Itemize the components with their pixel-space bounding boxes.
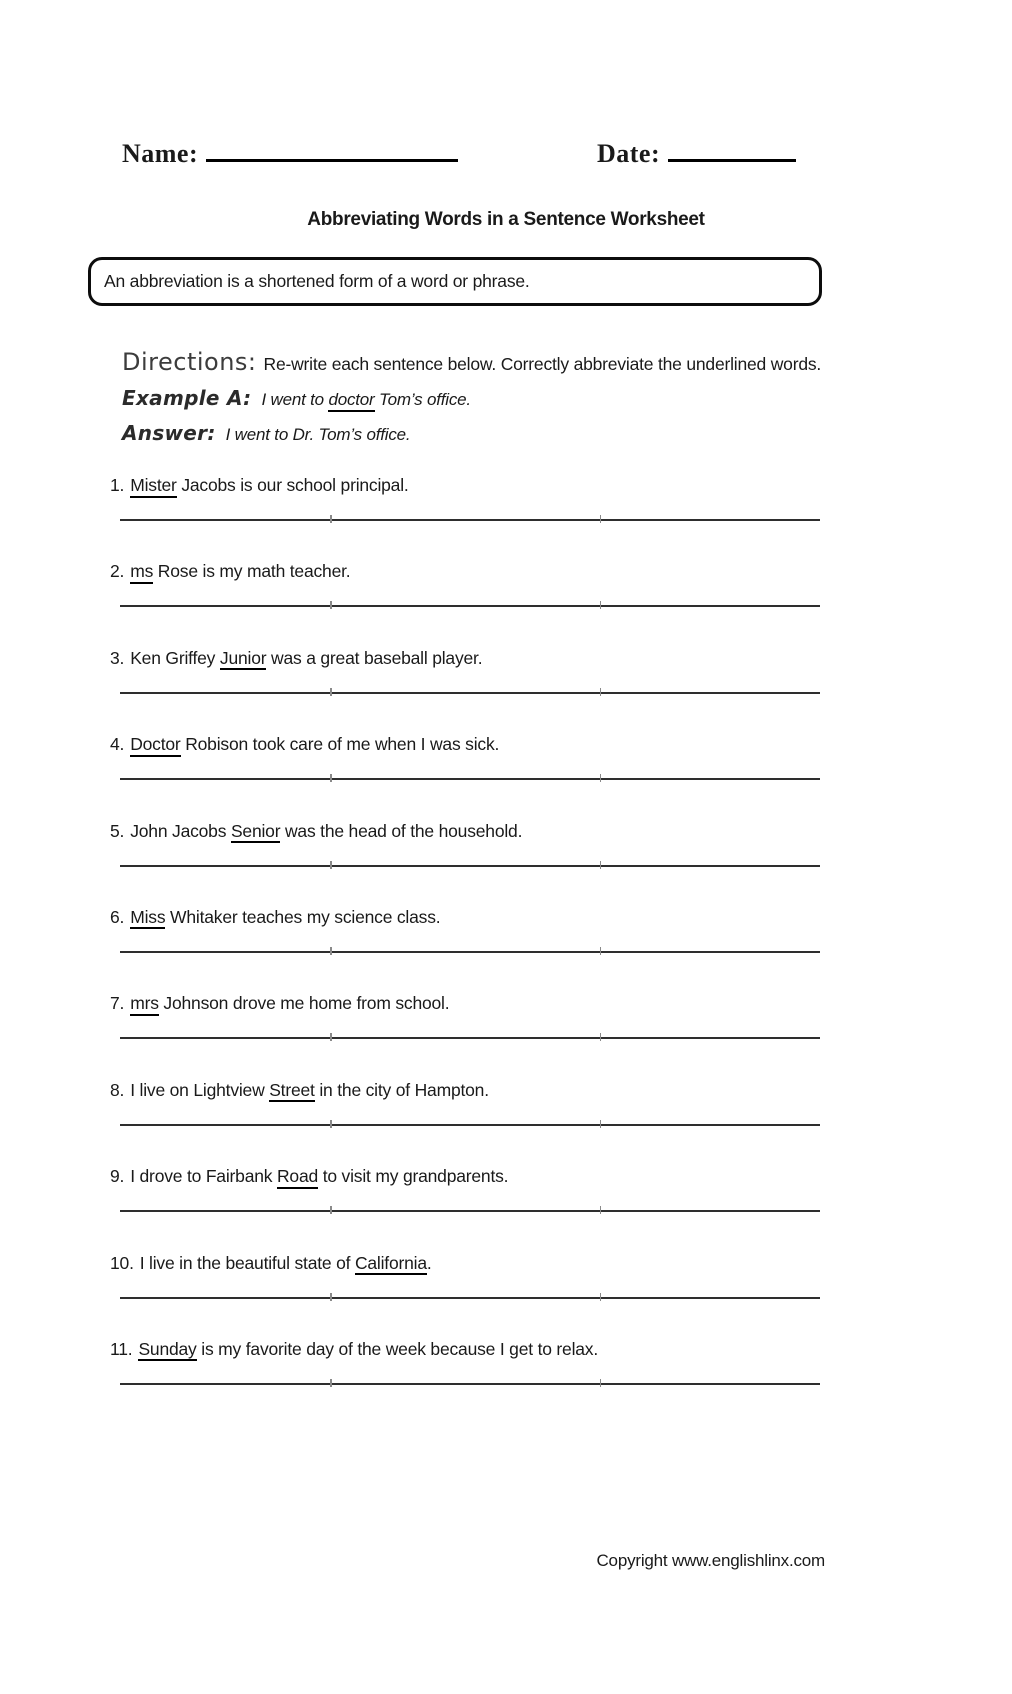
name-label: Name: (122, 139, 199, 168)
line-tick (330, 1033, 332, 1041)
questions-list (110, 474, 822, 1424)
date-field-group (597, 138, 796, 169)
line-tick (600, 1293, 602, 1301)
directions (122, 348, 821, 376)
question-underlined-word: Miss (130, 907, 165, 930)
question-item (110, 906, 822, 992)
date-blank-line (668, 138, 796, 162)
page-title: Abbreviating Words in a Sentence Worksheet (307, 209, 705, 230)
question-text (110, 992, 822, 1015)
question-item (110, 1079, 822, 1165)
question-number: 3. (110, 647, 125, 668)
question-number: 11. (110, 1338, 133, 1359)
date-label: Date: (597, 139, 661, 168)
question-pre-text: Ken Griffey (130, 647, 220, 668)
question-number: 4. (110, 734, 125, 755)
question-number: 5. (110, 820, 125, 841)
example-post-text: Tom’s office. (374, 390, 471, 409)
question-number: 7. (110, 993, 125, 1014)
line-tick (330, 1206, 332, 1214)
question-pre-text: John Jacobs (130, 820, 231, 841)
question-underlined-word: ms (130, 561, 153, 584)
question-pre-text: I live in the beautiful state of (139, 1252, 355, 1273)
definition-box (88, 257, 822, 306)
line-tick (600, 774, 602, 782)
line-tick (600, 861, 602, 869)
question-number: 1. (110, 475, 125, 495)
answer-blank-line (120, 1297, 820, 1299)
question-item (110, 1252, 822, 1338)
example-label: Example A: (122, 386, 252, 410)
question-number: 9. (110, 1166, 125, 1187)
answer-blank-line (120, 1124, 820, 1126)
answer-blank-line (120, 951, 820, 953)
name-blank-line (206, 138, 458, 162)
line-tick (600, 601, 602, 609)
question-number: 8. (110, 1079, 125, 1100)
question-post-text: Johnson drove me home from school. (158, 993, 450, 1014)
question-post-text: Robison took care of me when I was sick. (180, 734, 500, 755)
question-underlined-word: mrs (130, 993, 159, 1016)
question-underlined-word: Street (269, 1080, 315, 1103)
line-tick (600, 1206, 602, 1214)
line-tick (600, 1379, 602, 1387)
question-post-text: was the head of the household. (280, 820, 523, 841)
line-tick (330, 774, 332, 782)
line-tick (330, 515, 332, 523)
line-tick (600, 688, 602, 696)
answer-sentence: I went to Dr. Tom’s office. (225, 425, 411, 444)
question-number: 2. (110, 561, 125, 582)
answer-blank-line (120, 605, 820, 607)
directions-label: Directions: (122, 348, 257, 376)
question-text (110, 1338, 822, 1361)
answer-label: Answer: (122, 421, 216, 445)
question-text (110, 733, 822, 756)
answer-blank-line (120, 1210, 820, 1212)
answer-blank-line (120, 778, 820, 780)
question-text (110, 1252, 822, 1275)
question-text (110, 560, 822, 583)
question-underlined-word: Doctor (130, 734, 180, 757)
question-text (110, 474, 822, 497)
question-pre-text: I live on Lightview (130, 1079, 270, 1100)
example-sentence (261, 390, 470, 410)
question-item (110, 474, 822, 560)
example-underlined-word: doctor (328, 390, 374, 412)
question-item (110, 820, 822, 906)
answer-blank-line (120, 1037, 820, 1039)
question-underlined-word: California (355, 1253, 427, 1276)
question-post-text: Jacobs is our school principal. (176, 475, 409, 495)
question-underlined-word: Senior (231, 821, 280, 844)
question-number: 6. (110, 906, 125, 927)
definition-text: An abbreviation is a shortened form of a word or phrase. (104, 271, 530, 291)
line-tick (600, 947, 602, 955)
question-pre-text: I drove to Fairbank (130, 1166, 277, 1187)
question-post-text: . (426, 1252, 432, 1273)
directions-text: Re-write each sentence below. Correctly abbreviate the underlined words. (263, 354, 822, 374)
line-tick (330, 601, 332, 609)
question-item (110, 647, 822, 733)
question-item (110, 1165, 822, 1251)
question-text (110, 906, 822, 929)
line-tick (330, 688, 332, 696)
question-item (110, 560, 822, 646)
question-text (110, 1165, 822, 1188)
line-tick (330, 1120, 332, 1128)
answer-blank-line (120, 692, 820, 694)
answer-blank-line (120, 865, 820, 867)
question-underlined-word: Mister (130, 475, 176, 498)
line-tick (600, 1033, 602, 1041)
line-tick (330, 1293, 332, 1301)
question-underlined-word: Sunday (138, 1339, 196, 1362)
answer-blank-line (120, 519, 820, 521)
line-tick (330, 947, 332, 955)
question-number: 10. (110, 1252, 134, 1273)
question-post-text: Whitaker teaches my science class. (165, 906, 441, 927)
line-tick (330, 861, 332, 869)
question-post-text: is my favorite day of the week because I get to relax. (196, 1338, 599, 1359)
question-post-text: in the city of Hampton. (314, 1079, 489, 1100)
question-text (110, 1079, 822, 1102)
answer-row (122, 421, 410, 445)
question-post-text: Rose is my math teacher. (153, 561, 351, 582)
question-item (110, 733, 822, 819)
answer-blank-line (120, 1383, 820, 1385)
name-field-group (122, 138, 458, 169)
question-text (110, 647, 822, 670)
question-post-text: to visit my grandparents. (318, 1166, 509, 1187)
example-pre-text: I went to (261, 390, 329, 409)
line-tick (330, 1379, 332, 1387)
question-post-text: was a great baseball player. (266, 647, 483, 668)
question-underlined-word: Road (277, 1166, 318, 1189)
line-tick (600, 515, 602, 523)
question-text (110, 820, 822, 843)
question-underlined-word: Junior (220, 648, 266, 671)
copyright-text: Copyright www.englishlinx.com (596, 1551, 825, 1570)
question-item (110, 1338, 822, 1424)
question-item (110, 992, 822, 1078)
example-row (122, 386, 471, 410)
line-tick (600, 1120, 602, 1128)
